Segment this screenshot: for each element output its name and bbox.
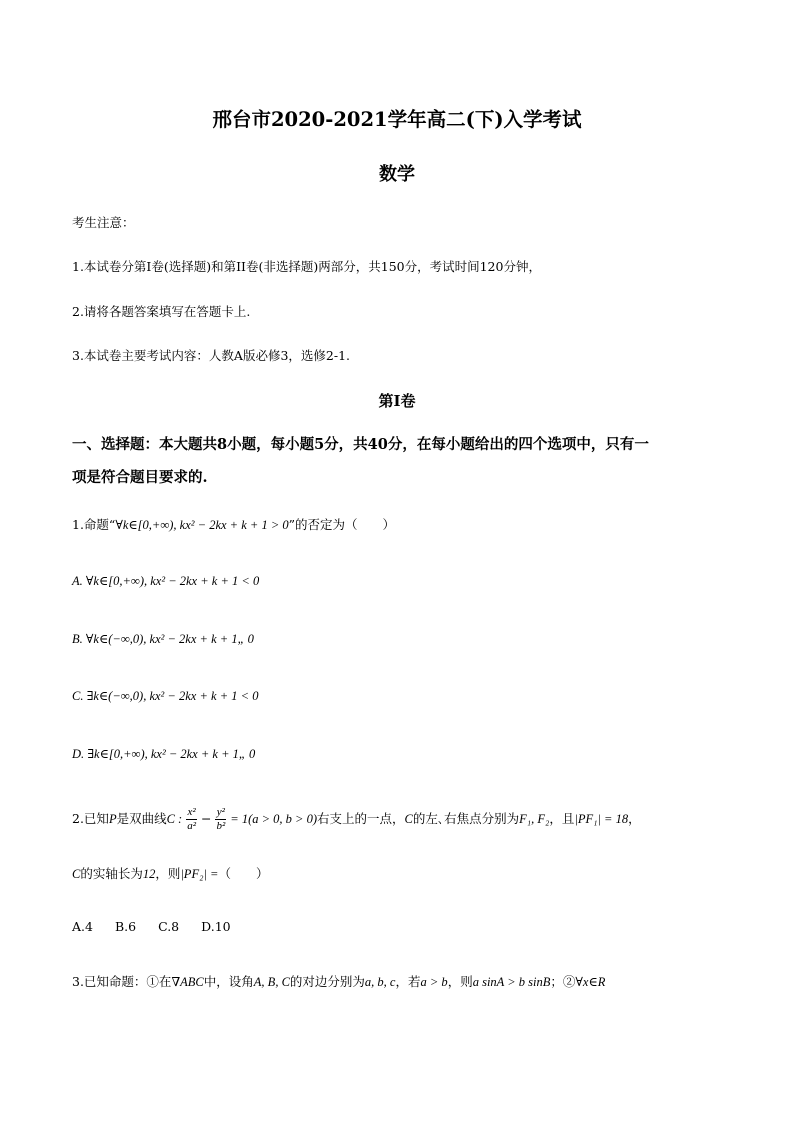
notes-heading: 考生注意： <box>72 215 135 230</box>
q2-pf1: |PF₁| = 18 <box>574 812 629 826</box>
question-2-line1: 2.已知P是双曲线C : $\frac{\text{x²}}{\text{a²}}$ − $\frac{\text{y²}}{\text{b²}}$ = 1(a > 0, b > 0)右支上的一点，C的左､右焦点分别为F₁, F₂，且|PF₁| = 18， <box>72 806 641 832</box>
q2-frac-y <box>215 806 226 833</box>
q1-option-c: C. ∃k∈(−∞,0), kx² − 2kx + k + 1 < 0 <box>72 689 259 703</box>
q3-text-3: ，若 <box>395 974 421 989</box>
q2-options <box>72 919 253 934</box>
q2-pf2: |PF₂| = <box>180 867 219 881</box>
q2-line2-c: C <box>72 867 81 881</box>
section-instructions-line2: 项是符合题目要求的. <box>72 469 208 486</box>
q2-curve-name: C : <box>166 812 183 826</box>
q3-sides: a, b, c <box>364 975 396 989</box>
q2-option-c: C.8 <box>158 919 180 934</box>
section-title: 第I卷 <box>378 392 416 410</box>
q3-angles: A, B, C <box>253 975 290 989</box>
q2-condition: = 1(a > 0, b > 0) <box>230 812 318 826</box>
section-instructions-line1: 一、选择题：本大题共8小题，每小题5分，共40分，在每小题给出的四个选项中，只有一 <box>72 436 649 453</box>
q2-text-foci: 的左､右焦点分别为 <box>412 811 520 826</box>
q2-foci: F₁, F₂ <box>519 812 550 826</box>
q3-text-1: 中，设角 <box>203 974 254 989</box>
question-2-line2 <box>72 864 268 882</box>
q2-curve-c: C <box>404 812 413 826</box>
note-item-2: 2.请将各题答案填写在答题卡上. <box>72 304 251 319</box>
q1-stem-math: ∀k∈[0,+∞), kx² − 2kx + k + 1 > 0 <box>115 518 289 532</box>
note-item-1: 1.本试卷分第I卷(选择题)和第II卷(非选择题)两部分，共150分，考试时间120分钟， <box>72 259 541 274</box>
q2-option-b: B.6 <box>114 919 137 934</box>
q2-frac-x-num: x² <box>187 806 196 818</box>
q2-option-d: D.10 <box>201 919 231 934</box>
q3-conclusion: a sinA > b sinB <box>472 975 551 989</box>
question-1-stem <box>72 515 395 533</box>
q1-stem-suffix: ”的否定为（ ） <box>288 517 396 532</box>
q1-option-d: D. ∃k∈[0,+∞), kx² − 2kx + k + 1„ 0 <box>72 747 256 761</box>
q2-option-a: A.4 <box>72 919 93 934</box>
note-item-3: 3.本试卷主要考试内容：人教A版必修3，选修2-1. <box>72 348 351 363</box>
q2-comma: ， <box>628 811 641 826</box>
q2-text-axis: 的实轴长为 <box>80 866 143 881</box>
q2-axis-length: 12 <box>142 867 156 881</box>
q2-frac-y-num: y² <box>216 806 225 818</box>
q2-text-then: ，则 <box>155 866 181 881</box>
question-3-line1 <box>72 972 605 990</box>
q2-prefix: 2.已知 <box>72 811 109 826</box>
q2-text-and: ，且 <box>549 811 575 826</box>
q3-text-4: ，则 <box>447 974 473 989</box>
q3-triangle: ∇ABC <box>171 975 204 989</box>
q3-prefix: 3.已知命题：①在 <box>72 974 172 989</box>
q1-option-a: A. ∀k∈[0,+∞), kx² − 2kx + k + 1 < 0 <box>72 574 260 588</box>
q3-text-5: ；② <box>550 974 576 989</box>
q2-point-p: P <box>108 812 117 826</box>
q2-frac-x <box>186 806 197 833</box>
q3-forall: ∀x∈R <box>575 975 606 989</box>
exam-title: 邢台市2020-2021学年高二(下)入学考试 <box>212 108 582 131</box>
q2-frac-y-den: b² <box>216 820 226 832</box>
q2-answer-blank: （ ） <box>218 866 269 881</box>
q3-text-2: 的对边分别为 <box>289 974 365 989</box>
q2-frac-x-den: a² <box>187 820 197 832</box>
q1-option-b: B. ∀k∈(−∞,0), kx² − 2kx + k + 1„ 0 <box>72 632 254 646</box>
subject-title: 数学 <box>379 164 415 185</box>
q2-text-mid: 右支上的一点， <box>317 811 405 826</box>
q1-stem-prefix: 1.命题“ <box>72 517 116 532</box>
q3-condition: a > b <box>420 975 448 989</box>
q2-text-is-on: 是双曲线 <box>116 811 167 826</box>
